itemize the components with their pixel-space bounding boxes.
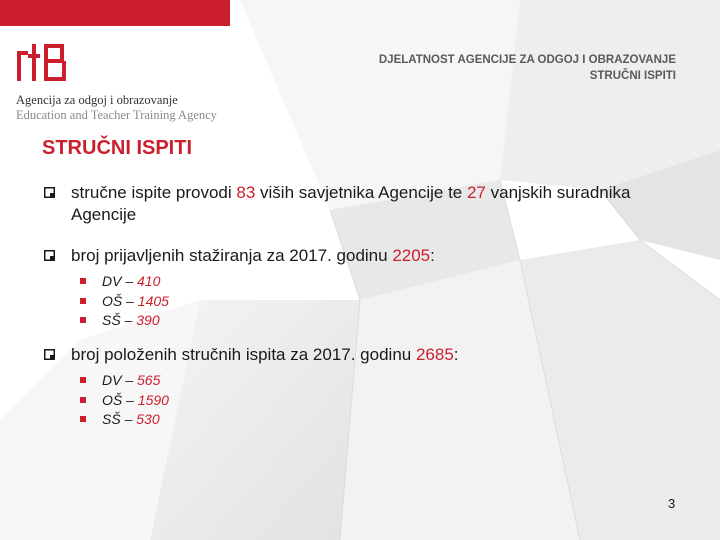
list-item (78, 272, 169, 292)
checkbox-bullet-icon (44, 250, 55, 261)
level-value: 1590 (137, 391, 169, 408)
level-label: SŠ – (102, 312, 137, 328)
passed-exams-breakdown-list (78, 371, 169, 430)
list-item (78, 371, 169, 391)
bullet-text-part: broj prijavljenih stažiranja za 2017. godinu (71, 246, 393, 265)
square-bullet-icon (80, 317, 86, 323)
bullet-text-part: vanjskih suradnika Agencije (71, 183, 631, 224)
agency-name-hr: Agencija za odgoj i obrazovanje (16, 93, 178, 107)
aoo-logo-icon (16, 42, 72, 84)
square-bullet-icon (80, 416, 86, 422)
bullet-text (44, 182, 664, 226)
square-bullet-icon (80, 397, 86, 403)
square-bullet-icon (80, 298, 86, 304)
checkbox-bullet-icon (44, 349, 55, 360)
level-label: DV – (102, 273, 138, 289)
square-bullet-icon (80, 377, 86, 383)
slide-title: STRUČNI ISPITI (42, 137, 193, 159)
bullet-text-part: : (453, 345, 459, 364)
level-label: OŠ – (102, 391, 138, 408)
header-title (379, 52, 676, 84)
passed-exams-total: 2685 (415, 345, 454, 364)
page-number: 3 (668, 496, 676, 511)
registrations-breakdown-list (78, 272, 169, 331)
list-item (78, 311, 169, 331)
level-label: OŠ – (102, 292, 138, 309)
bullet-text-part: : (430, 246, 435, 265)
bullet-item-registrations (44, 245, 664, 267)
bullet-text (44, 344, 664, 366)
list-item (78, 410, 169, 430)
bullet-text (44, 245, 664, 267)
checkbox-bullet-icon (44, 187, 55, 198)
bullet-item-passed-exams (44, 344, 664, 366)
list-item (78, 292, 169, 312)
level-value: 1405 (137, 292, 169, 309)
header-title-line2: STRUČNI ISPITI (589, 70, 676, 82)
registrations-total: 2205 (392, 246, 431, 265)
bullet-text-part: broj položenih stručnih ispita za 2017. godinu (71, 345, 416, 364)
level-value: 530 (136, 411, 160, 427)
header-title-line1: DJELATNOST AGENCIJE ZA ODGOJ I OBRAZOVANJE (378, 54, 676, 66)
senior-advisors-count: 83 (236, 183, 256, 202)
square-bullet-icon (80, 278, 86, 284)
level-value: 565 (137, 372, 161, 388)
level-value: 390 (136, 312, 160, 328)
level-label: DV – (102, 372, 138, 388)
list-item (78, 391, 169, 411)
bullet-text-part: stručne ispite provodi (71, 183, 237, 202)
bullet-item-examiners (44, 182, 664, 226)
external-associates-count: 27 (466, 183, 486, 202)
top-red-bar (0, 0, 230, 26)
agency-name-en: Education and Teacher Training Agency (16, 108, 217, 122)
level-value: 410 (137, 273, 161, 289)
bullet-text-part: viših savjetnika Agencije te (255, 183, 467, 202)
level-label: SŠ – (102, 411, 137, 427)
